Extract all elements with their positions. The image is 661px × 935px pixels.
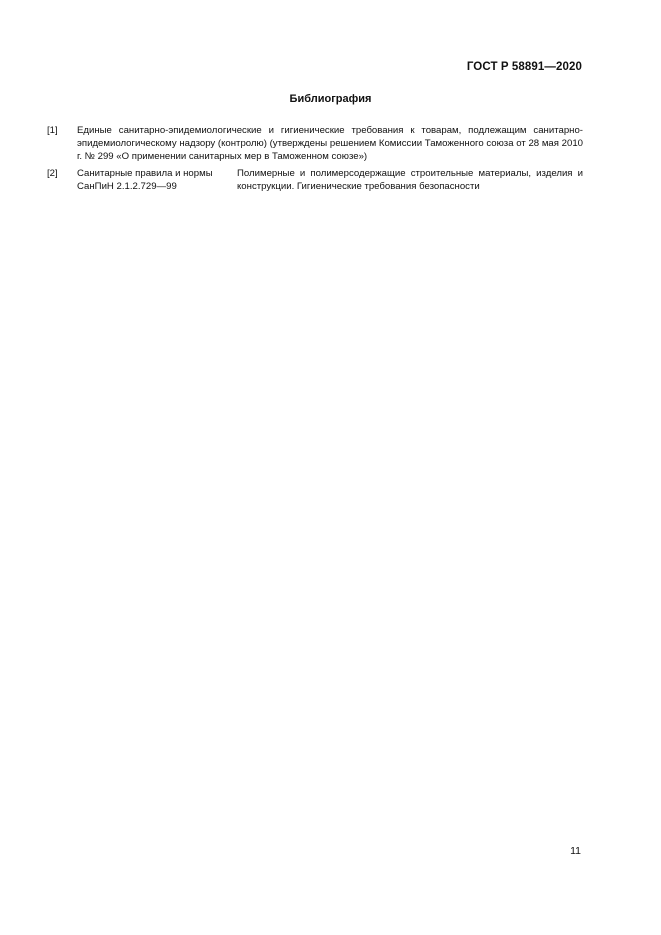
entry-source: Санитарные правила и нормы СанПиН 2.1.2.729—99 bbox=[77, 168, 213, 192]
entry-number: [1] bbox=[47, 125, 58, 136]
bibliography-entry bbox=[47, 167, 583, 193]
entry-number: [2] bbox=[47, 168, 58, 179]
bibliography-entry bbox=[47, 124, 583, 163]
standard-code: ГОСТ Р 58891—2020 bbox=[466, 61, 582, 73]
entry-text: Полимерные и полимерсодержащие строительные материалы, изделия и конструкции. Гигиенические требования безопасности bbox=[237, 168, 583, 192]
section-title: Библиография bbox=[289, 93, 372, 105]
entry-text: Единые санитарно-эпидемиологические и гигиенические требования к товарам, подлежащим санитарно-эпидемиологическому надзору (контролю) (утверждены решением Комиссии Таможенного союза от 28 мая 2010 г. № 299 «О применении санитарных мер в Таможенном союзе») bbox=[77, 125, 583, 162]
bibliography-list bbox=[47, 124, 583, 197]
page-number: 11 bbox=[570, 845, 581, 857]
